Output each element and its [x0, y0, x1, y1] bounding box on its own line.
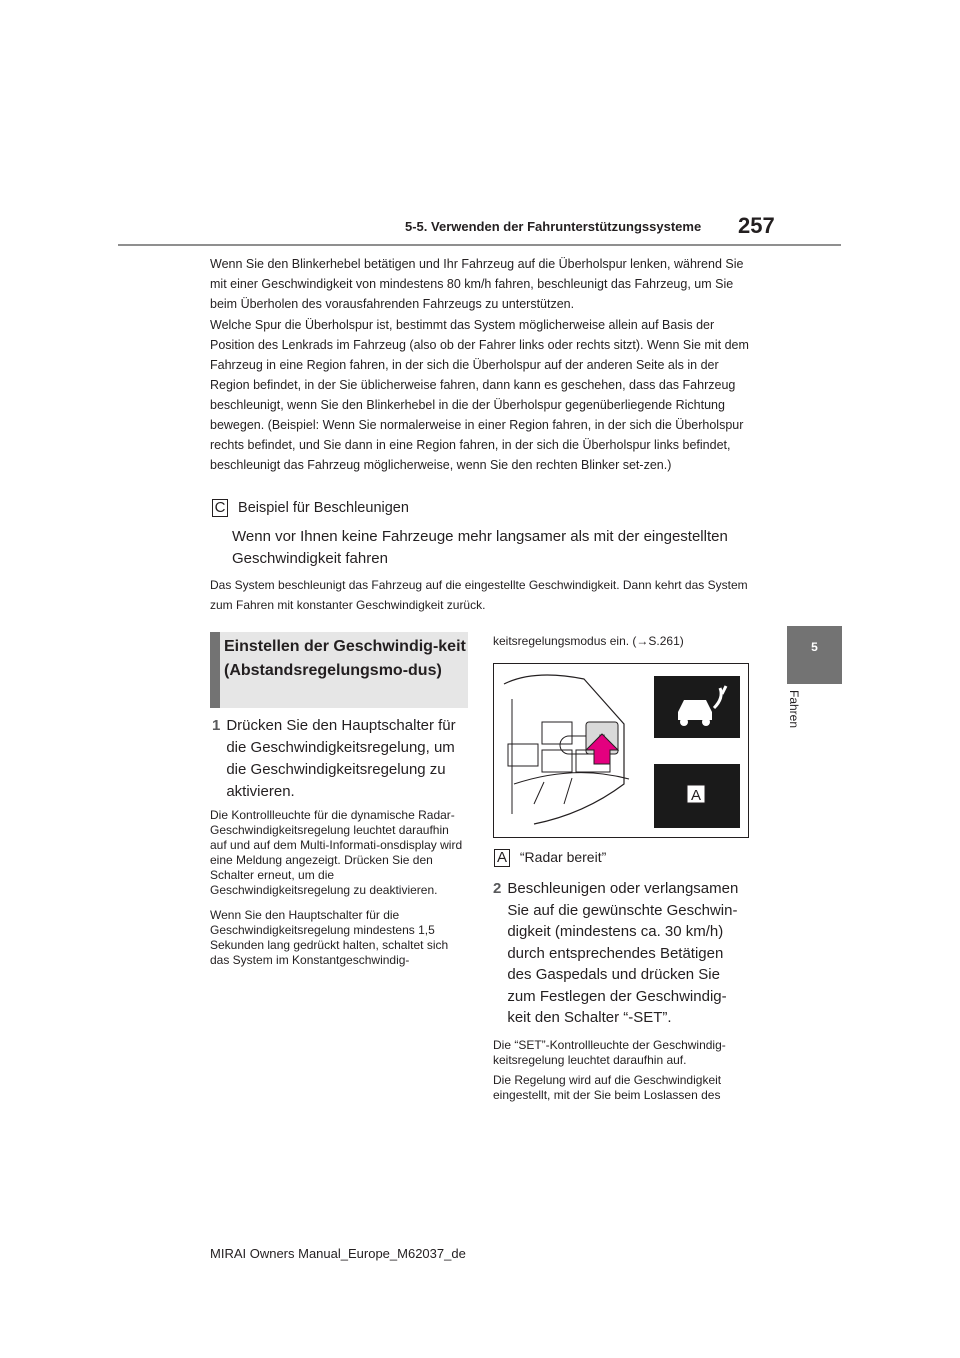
page-number: 257	[738, 213, 775, 238]
label-c: C	[212, 499, 228, 517]
chapter-label-text: Fahren	[787, 690, 801, 729]
step-2-note-2: Die Regelung wird auf die Geschwindigkeit eingestellt, mit der Sie beim Loslassen des	[493, 1073, 722, 1102]
step-1-note-1: Die Kontrollleuchte für die dynamische Radar-Geschwindigkeitsregelung leuchtet daraufhin auf und auf dem Multi-Informati-onsdisplay wird eine Meldung angezeigt. Drücken Sie den Schalter erneut, um die Geschwindigkeitsregelung zu deaktivieren.	[210, 808, 463, 897]
step-2-text: Beschleunigen oder verlangsamen Sie auf die gewünschte Geschwin-digkeit (mindestens ca. 30 km/h) durch entsprechendes Betätigen des Gaspedals und drücken Sie zum Festlegen der Geschwindig-keit den Schalter “-SET”.	[507, 880, 739, 1026]
chapter-tab[interactable]: 5	[787, 626, 842, 684]
step-2-number: 2	[493, 880, 502, 897]
step-1-note-2: Wenn Sie den Hauptschalter für die Geschwindigkeitsregelung mindestens 1,5 Sekunden lang gedrückt halten, schaltet sich das System im Konstantgeschwindig-	[210, 908, 449, 967]
step-1	[212, 715, 470, 803]
footer-manual-name: MIRAI Owners Manual_Europe_M62037_de	[210, 1246, 466, 1261]
example-c-title: Beispiel für Beschleunigen	[238, 500, 409, 516]
step-2-note-1: Die “SET”-Kontrollleuchte der Geschwindig-keitsregelung leuchtet daraufhin auf.	[493, 1038, 726, 1067]
section-title: 5-5. Verwenden der Fahrunterstützungssysteme	[405, 219, 702, 234]
legend-a	[494, 849, 606, 867]
example-c-text: Wenn vor Ihnen keine Fahrzeuge mehr langsamer als mit der eingestellten Geschwindigkeit fahren	[232, 528, 728, 567]
paragraph-overtake: Wenn Sie den Blinkerhebel betätigen und Ihr Fahrzeug auf die Überholspur lenken, während Sie mit einer Geschwindigkeit von mindestens 80 km/h fahren, beschleunigt das Fahrzeug, um Sie beim Überholen des vorausfahrenden Fahrzeugs zu unterstützen.	[210, 257, 744, 311]
label-a: A	[494, 849, 510, 867]
steering-wheel-illustration	[494, 664, 748, 837]
section-heading: Einstellen der Geschwindig-keit (Abstandsregelungsmo-dus)	[210, 632, 468, 708]
figure-label-a: A	[690, 787, 702, 804]
example-c-note: Das System beschleunigt das Fahrzeug auf die eingestellte Geschwindigkeit. Dann kehrt das System zum Fahren mit konstanter Geschwindigkeit zurück.	[210, 578, 748, 612]
example-c	[212, 499, 409, 517]
continued-note: keitsregelungsmodus ein. (→S.261)	[493, 634, 684, 648]
step-2	[493, 878, 749, 1029]
step-1-text: Drücken Sie den Hauptschalter für die Geschwindigkeitsregelung, um die Geschwindigkeitsregelung zu aktivieren.	[226, 717, 456, 800]
step-1-number: 1	[212, 717, 221, 734]
chapter-label	[783, 690, 807, 740]
legend-a-text: “Radar bereit”	[519, 849, 607, 865]
paragraph-lane: Welche Spur die Überholspur ist, bestimmt das System möglicherweise allein auf Basis der Position des Lenkrads im Fahrzeug (also ob der Fahrer links oder rechts sitzt). Wenn Sie mit dem Fahrzeug in eine Region fahren, in der sich die Überholspur auf der anderen Seite als in der Region befindet, in der Sie üblicherweise fahren, dann kann es geschehen, dass das Fahrzeug beschleunigt, wenn Sie den Blinkerhebel in die der Überholspur gegenüberliegende Richtung bewegen. (Beispiel: Wenn Sie normalerweise in einer Region fahren, in der sich die Überholspur rechts befindet, und Sie dann in eine Region fahren, in der sich die Überholspur links befindet, beschleunigt das Fahrzeug möglicherweise, wenn Sie den rechten Blinker set-zen.)	[210, 318, 749, 472]
steering-switch-figure	[493, 663, 749, 838]
header-divider	[118, 244, 841, 246]
